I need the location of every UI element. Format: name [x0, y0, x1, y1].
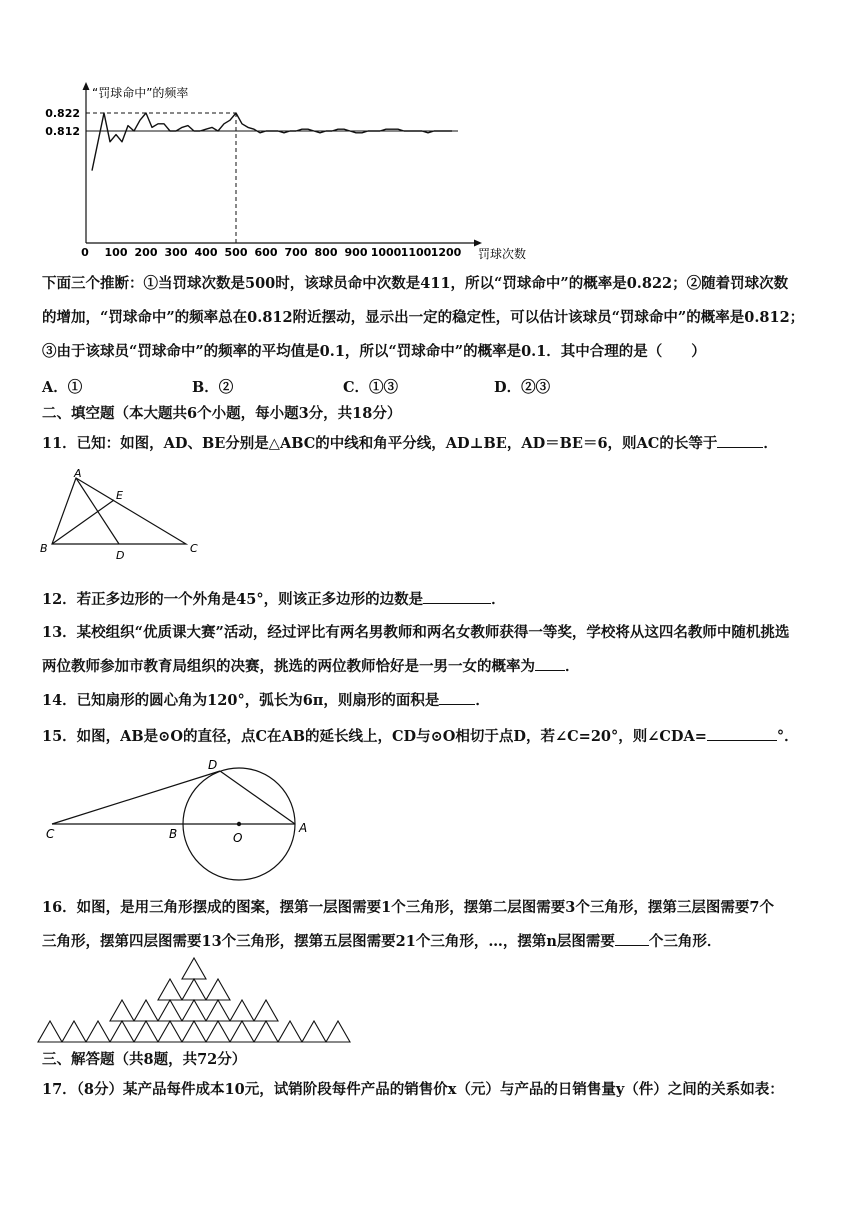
- pattern-triangle: [134, 1000, 158, 1021]
- pattern-triangle: [206, 979, 230, 1000]
- x-tick-label: 1200: [430, 246, 462, 259]
- pattern-triangle: [62, 1021, 86, 1042]
- q15-answer-blank[interactable]: [707, 726, 777, 741]
- q10-option-b[interactable]: B．②: [192, 379, 234, 396]
- q11-answer-blank[interactable]: [717, 433, 763, 448]
- q15-label-c: C: [46, 827, 55, 841]
- q13-line-2: 两位教师参加市教育局组织的决赛，挑选的两位教师恰好是一男一女的概率为 ．: [42, 658, 580, 675]
- q14-answer-blank[interactable]: [439, 690, 475, 705]
- q10-option-d[interactable]: D．②③: [494, 379, 551, 396]
- x-tick-label: 900: [344, 246, 368, 259]
- q11-label-d: D: [116, 549, 125, 562]
- x-tick-label: 300: [164, 246, 188, 259]
- x-tick-label: 100: [104, 246, 128, 259]
- x-tick-label: 1100: [400, 246, 432, 259]
- pattern-triangle: [38, 1021, 62, 1042]
- x-tick-label: 0: [81, 246, 89, 259]
- q10-line-3: ③由于该球员“罚球命中”的频率的平均值是0.1，所以“罚球命中”的概率是0.1．其中合理的是（ ）: [42, 343, 706, 360]
- pattern-triangle: [302, 1021, 326, 1042]
- q15-label-o: O: [233, 831, 243, 845]
- pattern-triangle: [278, 1021, 302, 1042]
- q14-text: 14．已知扇形的圆心角为120°，弧长为6π，则扇形的面积是 ．: [42, 692, 490, 709]
- q11-text: 11．已知：如图，AD、BE分别是△ABC的中线和角平分线，AD⊥BE，AD＝BE＝6，则AC的长等于 ．: [42, 435, 778, 452]
- q15-text: 15．如图，AB是⊙O的直径，点C在AB的延长线上，CD与⊙O相切于点D，若∠C=20°，则∠CDA= °．: [42, 728, 799, 745]
- pattern-triangle: [158, 1000, 182, 1021]
- chart-x-axis-arrow: [474, 240, 482, 247]
- q16-answer-blank[interactable]: [615, 931, 649, 946]
- q10-line-2: 的增加，“罚球命中”的频率总在0.812附近摆动，显示出一定的稳定性，可以估计该球员“罚球命中”的概率是0.812；: [42, 309, 805, 326]
- q11-triangle-figure: [38, 468, 208, 568]
- y-tick-label: 0.812: [45, 125, 80, 138]
- q11-label-e: E: [116, 489, 123, 502]
- pattern-triangle: [86, 1021, 110, 1042]
- q15-label-a: A: [299, 821, 308, 835]
- q11-label-b: B: [40, 542, 48, 555]
- x-tick-label: 600: [254, 246, 278, 259]
- free-throw-frequency-chart: [40, 78, 560, 264]
- x-tick-label: 700: [284, 246, 308, 259]
- section-3-heading: 三、解答题（共8题，共72分）: [42, 1051, 247, 1068]
- chart-y-axis-label: “罚球命中”的频率: [92, 86, 189, 100]
- q15-label-d: D: [208, 758, 218, 772]
- q10-line-1: 下面三个推断：①当罚球次数是500时，该球员命中次数是411，所以“罚球命中”的概率是0.822；②随着罚球次数: [42, 275, 789, 292]
- q10-option-a[interactable]: A．①: [42, 379, 83, 396]
- q12-answer-blank[interactable]: [423, 589, 491, 604]
- pattern-triangle: [326, 1021, 350, 1042]
- q16-line-1: 16．如图，是用三角形摆成的图案，摆第一层图需要1个三角形，摆第二层图需要3个三角形，摆第三层图需要7个: [42, 899, 774, 916]
- pattern-triangle: [134, 1021, 158, 1042]
- x-tick-label: 1000: [370, 246, 402, 259]
- q12-text: 12．若正多边形的一个外角是45°，则该正多边形的边数是 ．: [42, 591, 506, 608]
- x-tick-label: 800: [314, 246, 338, 259]
- chart-y-axis-arrow: [83, 82, 90, 90]
- pattern-triangle: [110, 1021, 134, 1042]
- q16-line-2: 三角形，摆第四层图需要13个三角形，摆第五层图需要21个三角形，…，摆第n层图需要 个三角形．: [42, 933, 722, 950]
- pattern-triangle: [206, 1021, 230, 1042]
- x-tick-label: 500: [224, 246, 248, 259]
- pattern-triangle: [206, 1000, 230, 1021]
- q13-answer-blank[interactable]: [535, 656, 565, 671]
- q11-label-c: C: [190, 542, 198, 555]
- q11-label-a: A: [74, 467, 82, 480]
- section-2-heading: 二、填空题（本大题共6个小题，每小题3分，共18分）: [42, 405, 402, 422]
- pattern-triangle: [254, 1000, 278, 1021]
- pattern-triangle: [230, 1021, 254, 1042]
- pattern-triangle: [230, 1000, 254, 1021]
- q13-line-1: 13．某校组织“优质课大赛”活动，经过评比有两名男教师和两名女教师获得一等奖，学校将从这四名教师中随机挑选: [42, 624, 790, 641]
- pattern-triangle: [158, 1021, 182, 1042]
- chart-x-axis-label: 罚球次数: [478, 247, 527, 261]
- q15-label-b: B: [169, 827, 178, 841]
- y-tick-label: 0.822: [45, 107, 80, 120]
- pattern-triangle: [254, 1021, 278, 1042]
- q15-circle-figure: [40, 754, 330, 864]
- pattern-triangle: [182, 1000, 206, 1021]
- q10-option-c[interactable]: C．①③: [343, 379, 399, 396]
- pattern-triangle: [158, 979, 182, 1000]
- pattern-triangle: [182, 1021, 206, 1042]
- x-tick-label: 200: [134, 246, 158, 259]
- q16-triangle-pattern: [38, 958, 354, 1048]
- pattern-triangle: [182, 958, 206, 979]
- frequency-series-line: [92, 113, 452, 171]
- q17-line-1: 17．（8分）某产品每件成本10元，试销阶段每件产品的销售价x（元）与产品的日销售量y（件）之间的关系如表：: [42, 1081, 784, 1098]
- x-tick-label: 400: [194, 246, 218, 259]
- pattern-triangle: [110, 1000, 134, 1021]
- pattern-triangle: [182, 979, 206, 1000]
